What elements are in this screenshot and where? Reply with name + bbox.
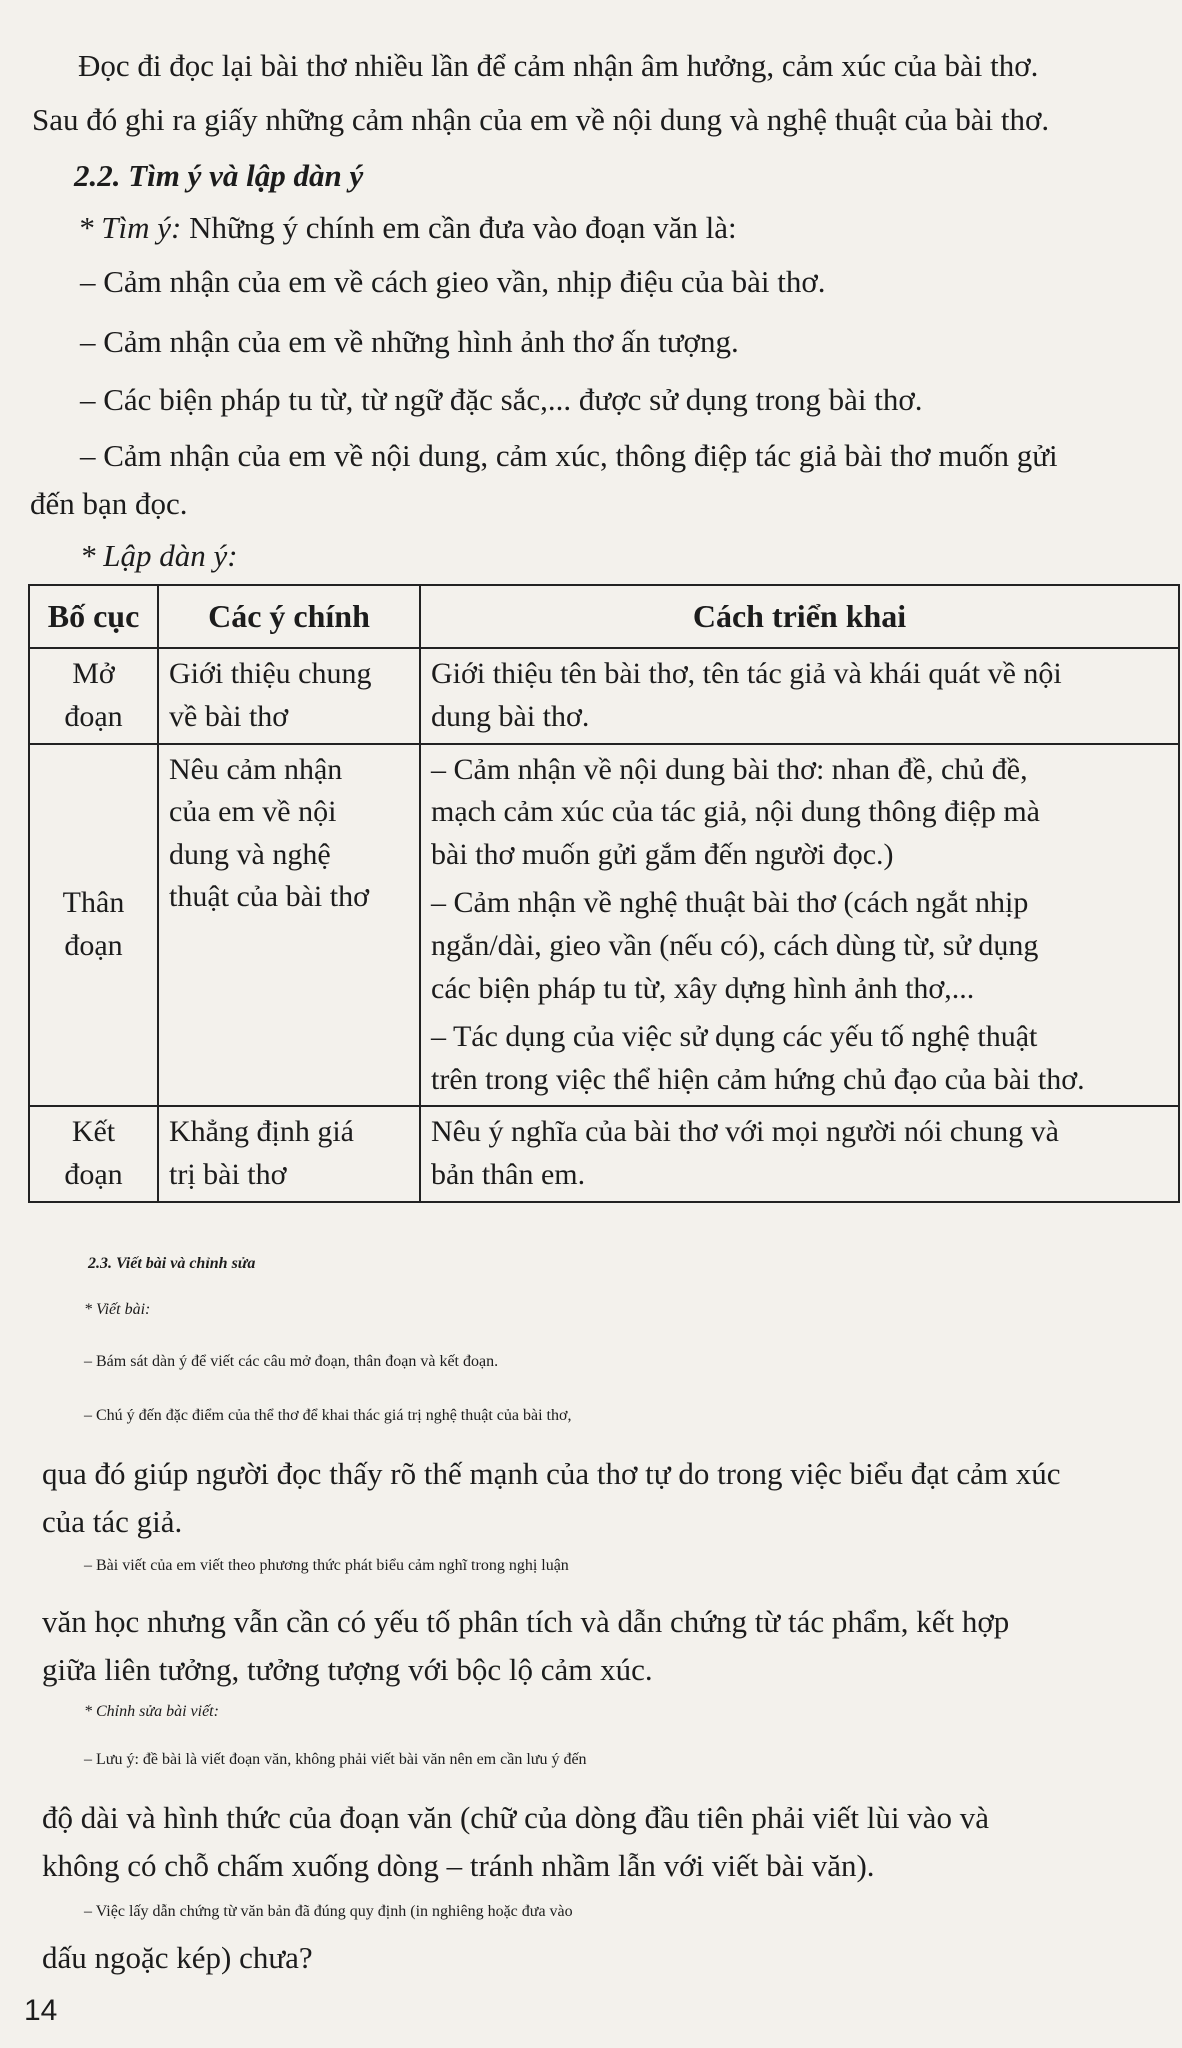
tim-y-item: đến bạn đọc. (30, 486, 188, 521)
cell-line: đoạn (64, 929, 123, 962)
cell-line: Khẳng định giá (169, 1115, 354, 1149)
header-bo-cuc: Bố cục (29, 585, 158, 648)
chinh-sua-label: * Chỉnh sửa bài viết: (84, 1703, 219, 1720)
cell-line: ngắn/dài, gieo vần (nếu có), cách dùng từ, sử dụng (431, 929, 1039, 962)
intro-line-1: Đọc đi đọc lại bài thơ nhiều lần để cảm nhận âm hưởng, cảm xúc của bài thơ. (78, 48, 1039, 83)
cell-line: Giới thiệu tên bài thơ, tên tác giả và khái quát về nội (431, 657, 1062, 691)
tim-y-paragraph (78, 212, 1168, 243)
table-header-row (29, 585, 1179, 648)
viet-bai-label: * Viết bài: (84, 1301, 151, 1318)
cell-line: về bài thơ (169, 700, 289, 734)
cell-line: thuật của bài thơ (169, 880, 369, 914)
viet-bai-line: – Bài viết của em viết theo phương thức phát biểu cảm nghĩ trong nghị luận (84, 1557, 569, 1574)
tim-y-text: Những ý chính em cần đưa vào đoạn văn là: (181, 210, 737, 245)
section-heading-2-2: 2.2. Tìm ý và lập dàn ý (74, 158, 364, 193)
cell-line: Nêu cảm nhận (169, 752, 343, 786)
cell-line: Mở (72, 657, 115, 691)
chinh-sua-line: – Lưu ý: đề bài là viết đoạn văn, không phải viết bài văn nên em cần lưu ý đến (84, 1751, 587, 1768)
cell-line: của em về nội (169, 795, 337, 829)
detail-item (431, 1016, 1168, 1101)
cell-line: – Tác dụng của việc sử dụng các yếu tố nghệ thuật (431, 1020, 1038, 1054)
cell-part (29, 1106, 158, 1201)
table-row-mo-doan (29, 648, 1179, 743)
cell-detail (420, 744, 1179, 1107)
detail-item (431, 882, 1168, 1010)
cell-line: các biện pháp tu từ, xây dựng hình ảnh thơ,... (431, 971, 975, 1005)
viet-bai-line: – Chú ý đến đặc điểm của thể thơ để khai thác giá trị nghệ thuật của bài thơ, (84, 1407, 572, 1424)
tim-y-item: – Các biện pháp tu từ, từ ngữ đặc sắc,... được sử dụng trong bài thơ. (80, 382, 923, 417)
viet-bai-line: của tác giả. (42, 1504, 183, 1539)
viet-bai-line: giữa liên tưởng, tưởng tượng với bộc lộ cảm xúc. (42, 1652, 653, 1687)
chinh-sua-line: dấu ngoặc kép) chưa? (42, 1940, 313, 1975)
cell-line: đoạn (64, 1157, 123, 1191)
cell-line: Kết (71, 1115, 116, 1149)
cell-line: trên trong việc thể hiện cảm hứng chủ đạo của bài thơ. (431, 1062, 1085, 1096)
cell-detail (420, 648, 1179, 743)
chinh-sua-line: độ dài và hình thức của đoạn văn (chữ của dòng đầu tiên phải viết lùi vào và (42, 1800, 989, 1835)
tim-y-item: – Cảm nhận của em về những hình ảnh thơ ấn tượng. (80, 324, 739, 359)
header-cac-y-chinh: Các ý chính (158, 585, 420, 648)
tim-y-label: * Tìm ý: (78, 210, 182, 245)
cell-line: Thân (62, 886, 125, 920)
cell-detail (420, 1106, 1179, 1201)
page-number: 14 (24, 1994, 58, 2027)
cell-line: bài thơ muốn gửi gắm đến người đọc.) (431, 837, 894, 871)
table-row-than-doan (29, 744, 1179, 1107)
lap-dan-y-label: * Lập dàn ý: (80, 538, 238, 573)
outline-table (28, 584, 1180, 1203)
viet-bai-line: qua đó giúp người đọc thấy rõ thế mạnh của thơ tự do trong việc biểu đạt cảm xúc (42, 1456, 1061, 1491)
viet-bai-line: – Bám sát dàn ý để viết các câu mở đoạn, thân đoạn và kết đoạn. (84, 1353, 499, 1370)
intro-line-2: Sau đó ghi ra giấy những cảm nhận của em về nội dung và nghệ thuật của bài thơ. (32, 102, 1050, 137)
cell-line: dung và nghệ (169, 837, 331, 871)
cell-line: – Cảm nhận về nghệ thuật bài thơ (cách ngắt nhịp (431, 886, 1029, 920)
tim-y-item: – Cảm nhận của em về nội dung, cảm xúc, thông điệp tác giả bài thơ muốn gửi (80, 438, 1058, 473)
cell-line: trị bài thơ (169, 1157, 287, 1191)
detail-item (431, 749, 1168, 877)
table-row-ket-doan (29, 1106, 1179, 1201)
tim-y-item: – Cảm nhận của em về cách gieo vần, nhịp điệu của bài thơ. (80, 264, 826, 299)
cell-line: dung bài thơ. (431, 700, 590, 734)
cell-line: đoạn (64, 700, 123, 734)
cell-line: Nêu ý nghĩa của bài thơ với mọi người nói chung và (431, 1115, 1059, 1149)
cell-main (158, 648, 420, 743)
chinh-sua-line: – Việc lấy dẫn chứng từ văn bản đã đúng quy định (in nghiêng hoặc đưa vào (84, 1903, 573, 1920)
cell-main (158, 1106, 420, 1201)
cell-main (158, 744, 420, 1107)
cell-part (29, 744, 158, 1107)
chinh-sua-line: không có chỗ chấm xuống dòng – tránh nhầm lẫn với viết bài văn). (42, 1848, 875, 1883)
cell-line: – Cảm nhận về nội dung bài thơ: nhan đề, chủ đề, (431, 752, 1028, 786)
cell-line: mạch cảm xúc của tác giả, nội dung thông điệp mà (431, 795, 1040, 829)
cell-line: bản thân em. (431, 1157, 586, 1191)
cell-part (29, 648, 158, 743)
cell-line: Giới thiệu chung (169, 657, 372, 691)
viet-bai-line: văn học nhưng vẫn cần có yếu tố phân tích và dẫn chứng từ tác phẩm, kết hợp (42, 1604, 1010, 1639)
header-cach-trien-khai: Cách triển khai (420, 585, 1179, 648)
section-heading-2-3: 2.3. Viết bài và chỉnh sửa (88, 1255, 256, 1272)
